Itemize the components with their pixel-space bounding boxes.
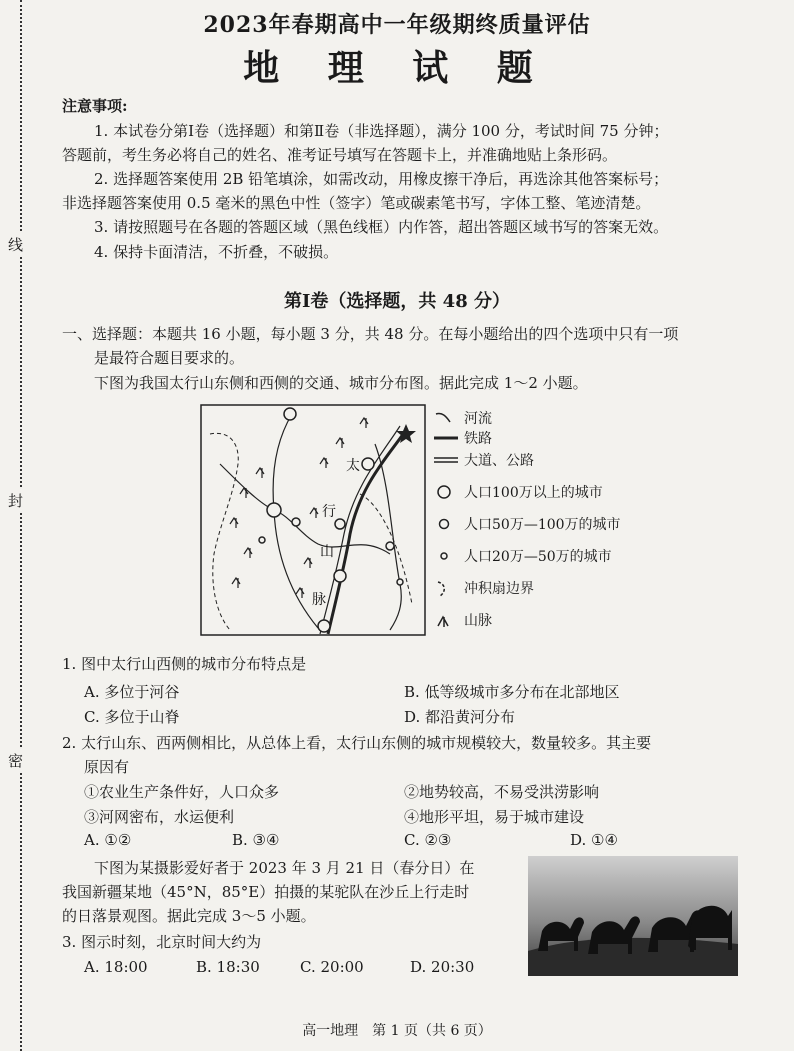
binding-mark-secret: 密 [8,748,23,773]
q1-option-d: D. 都沿黄河分布 [404,708,516,726]
part-one-intro-cont: 是最符合题目要求的。 [94,349,245,367]
q3-option-d: D. 20:30 [410,958,475,976]
q1-option-c: C. 多位于山脊 [84,708,180,726]
photo-intro-line: 的日落景观图。据此完成 3～5 小题。 [62,907,316,925]
q1-stem: 1. 图中太行山西侧的城市分布特点是 [62,655,307,673]
part-one-intro: 一、选择题：本题共 16 小题，每小题 3 分，共 48 分。在每小题给出的四个选项中只有一项 [62,325,679,343]
camel-sunset-photo [528,856,738,976]
q2-statement-3: ③河网密布，水运便利 [84,808,235,826]
river-3 [375,444,401,630]
q3-option-c: C. 20:00 [300,958,364,976]
subject-title: 地 理 试 题 [243,47,551,89]
q2-stem: 2. 太行山东、西两侧相比，从总体上看，太行山东侧的城市规模较大，数量较多。其主要 [62,734,652,752]
legend-mountain: 山脉 [432,610,492,630]
road-icon [432,450,460,470]
river-1 [220,464,390,554]
q3-stem: 3. 图示时刻，北京时间大约为 [62,933,262,951]
mountain-symbols [230,418,368,598]
mountain-icon [432,610,460,630]
taihang-map [200,404,426,636]
legend-river: 河流 [432,408,492,428]
q2-statement-2: ②地势较高，不易受洪涝影响 [404,783,600,801]
camel-silhouette-image [528,856,738,976]
notice-line: 2. 选择题答案使用 2B 铅笔填涂，如需改动，用橡皮擦干净后，再选涂其他答案标号； [94,170,669,188]
map-label-mai: 脉 [312,592,326,608]
exam-title: 2023年春期高中一年级期终质量评估 [203,12,591,38]
legend-city-large: 人口100万以上的城市 [432,482,603,502]
city-medium-icon [432,514,460,534]
cities [259,408,403,632]
legend-city-medium: 人口50万—100万的城市 [432,514,621,534]
q1-option-b: B. 低等级城市多分布在北部地区 [404,683,620,701]
notice-line: 1. 本试卷分第Ⅰ卷（选择题）和第Ⅱ卷（非选择题），满分 100 分，考试时间 75 分钟； [94,122,669,140]
section-title: 第Ⅰ卷（选择题，共 48 分） [283,291,510,312]
q3-option-a: A. 18:00 [84,958,148,976]
notice-heading: 注意事项: [62,97,128,115]
q2-stem-cont: 原因有 [84,758,130,776]
legend-city-small: 人口20万—50万的城市 [432,546,612,566]
q2-option-c: C. ②③ [404,831,452,849]
notice-line: 非选择题答案使用 0.5 毫米的黑色中性（签字）笔或碳素笔书写，字体工整、笔迹清楚。 [62,194,651,212]
map-label-shan: 山 [320,544,334,560]
binding-dotted-line [20,0,22,1051]
binding-mark-seal: 封 [8,488,23,513]
q1-option-a: A. 多位于河谷 [84,683,180,701]
city-small-icon [432,546,460,566]
legend-railway: 铁路 [432,428,492,448]
river-icon [432,408,460,428]
map-label-tai: 太 [346,458,360,474]
notice-line: 4. 保持卡面清洁，不折叠，不破损。 [94,243,339,261]
map-caption: 下图为我国太行山东侧和西侧的交通、城市分布图。据此完成 1～2 小题。 [94,374,588,392]
map-svg [200,404,426,636]
q2-option-d: D. ①④ [570,831,618,849]
page-footer: 高一地理 第 1 页（共 6 页） [302,1023,492,1039]
q3-option-b: B. 18:30 [196,958,260,976]
alluvial-fan-boundary-east [360,494,412,604]
legend-alluvial-fan: 冲积扇边界 [432,578,534,598]
legend-road: 大道、公路 [432,450,534,470]
alluvial-fan-boundary-west [210,433,238,630]
q2-option-b: B. ③④ [232,831,280,849]
binding-mark-line: 线 [8,232,23,257]
alluvial-fan-icon [432,578,460,598]
q2-statement-4: ④地形平坦，易于城市建设 [404,808,585,826]
city-large-icon [432,482,460,502]
photo-intro-line: 下图为某摄影爱好者于 2023 年 3 月 21 日（春分日）在 [94,859,475,877]
map-label-hang: 行 [322,504,336,520]
notice-line: 答题前，考生务必将自己的姓名、准考证号填写在答题卡上，并准确地贴上条形码。 [62,146,618,164]
railway-icon [432,428,460,448]
notice-line: 3. 请按照题号在各题的答题区域（黑色线框）内作答，超出答题区域书写的答案无效。 [94,218,669,236]
photo-intro-line: 我国新疆某地（45°N，85°E）拍摄的某驼队在沙丘上行走时 [62,883,470,901]
q2-statement-1: ①农业生产条件好，人口众多 [84,783,280,801]
q2-option-a: A. ①② [84,831,132,849]
